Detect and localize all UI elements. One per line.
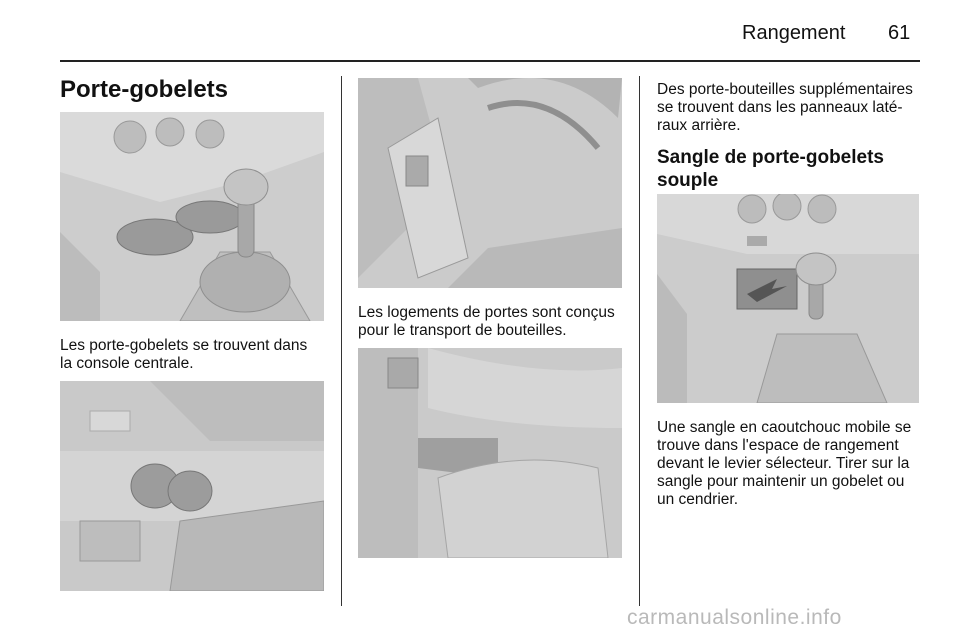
paragraph-rear-bottle-holders: Des porte-bouteilles supplémentaires se trouvent dans les panneaux laté- raux arrière. — [657, 81, 913, 134]
column-divider-2 — [639, 76, 640, 606]
paragraph-cupholders-location: Les porte-gobelets se trouvent dans la console centrale. — [60, 337, 308, 372]
rear-side-panel-photo — [358, 348, 622, 558]
strap-cupholder-photo — [657, 194, 919, 403]
page-number: 61 — [888, 22, 911, 44]
door-bottle-holder-photo — [358, 78, 622, 288]
watermark-text: carmanualsonline.info — [627, 606, 842, 629]
rear-console-cupholder-photo — [60, 381, 324, 591]
running-header-title: Rangement — [742, 22, 846, 44]
section-heading-cupholders: Porte-gobelets — [60, 76, 229, 103]
paragraph-strap-description: Une sangle en caoutchouc mobile se trouve dans l'espace de rangement devant le levier sélecteur. Tirer sur la sangle pour maintenir un gobelet ou un cendrier. — [657, 419, 912, 508]
paragraph-door-storage: Les logements de portes sont conçus pour le transport de bouteilles. — [358, 304, 615, 339]
column-divider-1 — [341, 76, 342, 606]
header-rule — [60, 60, 920, 62]
section-heading-flexible-strap: Sangle de porte-gobelets souple — [657, 147, 884, 191]
console-cupholder-photo — [60, 112, 324, 321]
